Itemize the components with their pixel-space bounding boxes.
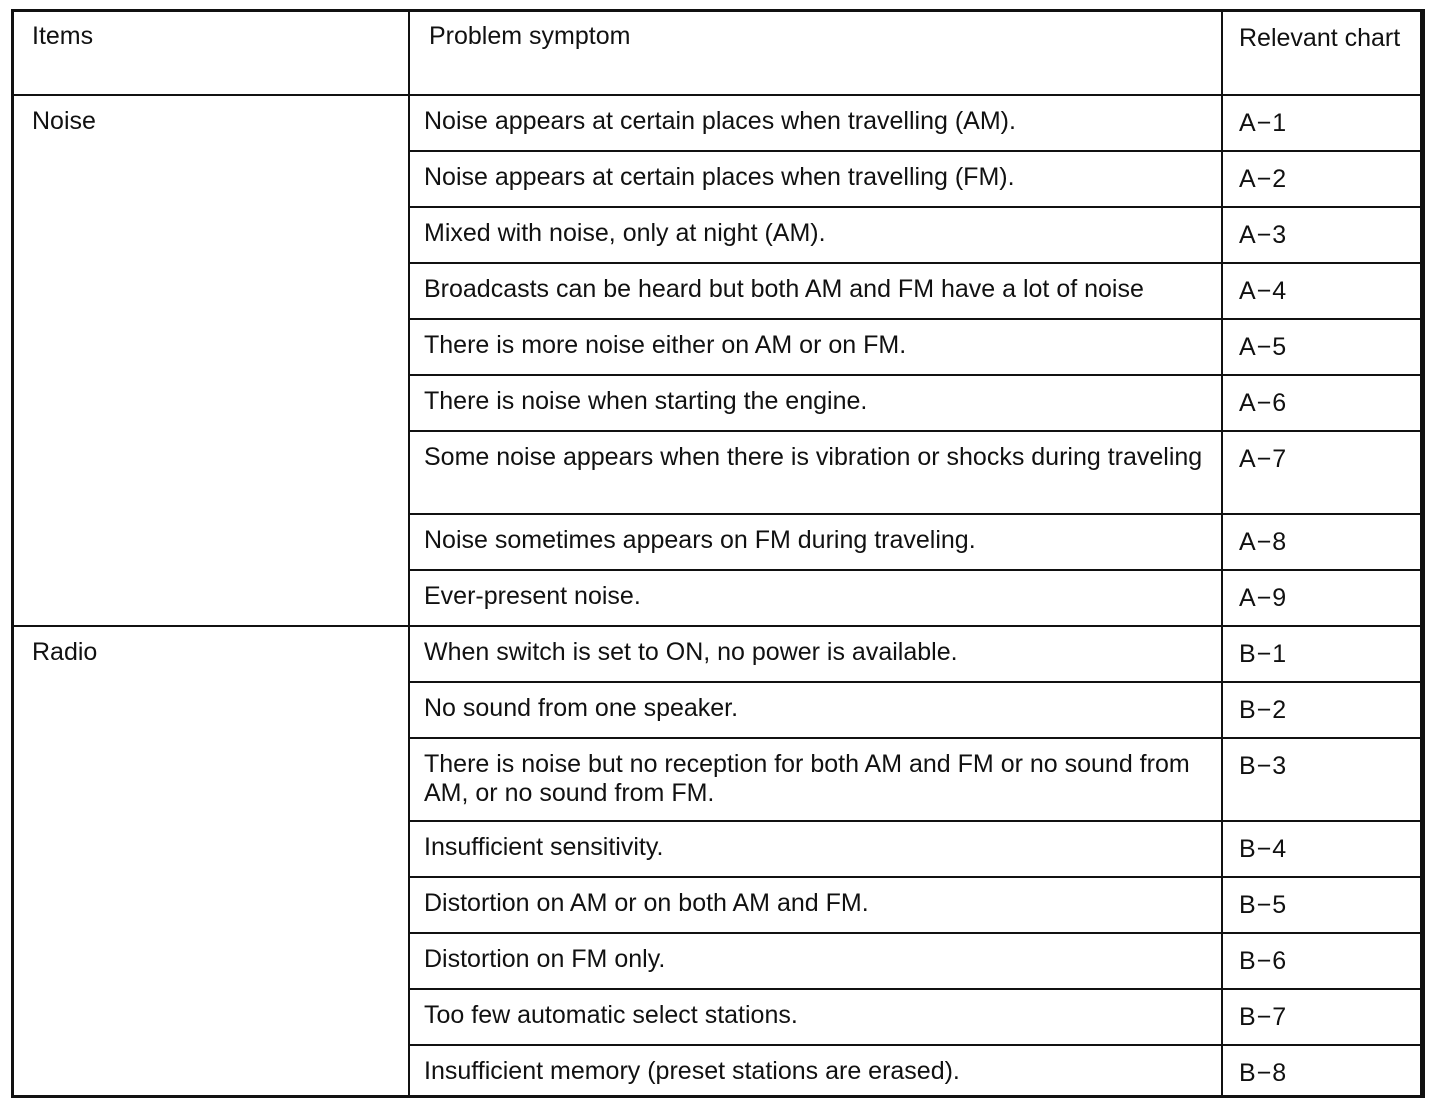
table-body: [12, 95, 1424, 1097]
chart-cell: B−5: [1222, 877, 1424, 933]
symptom-cell: When switch is set to ON, no power is available.: [409, 626, 1222, 682]
chart-cell: B−2: [1222, 682, 1424, 738]
table-row: [12, 95, 1424, 151]
symptom-cell: Mixed with noise, only at night (AM).: [409, 207, 1222, 263]
chart-cell: B−7: [1222, 989, 1424, 1045]
troubleshooting-table: [11, 9, 1425, 1098]
symptom-cell: Insufficient sensitivity.: [409, 821, 1222, 877]
symptom-cell: Too few automatic select stations.: [409, 989, 1222, 1045]
header-relevant-chart: Relevant chart: [1222, 10, 1424, 95]
chart-cell: A−3: [1222, 207, 1424, 263]
chart-cell: B−8: [1222, 1045, 1424, 1097]
chart-cell: A−6: [1222, 375, 1424, 431]
symptom-cell: Noise appears at certain places when travelling (FM).: [409, 151, 1222, 207]
symptom-cell: There is noise but no reception for both AM and FM or no sound from AM, or no sound from FM.: [409, 738, 1222, 821]
symptom-cell: No sound from one speaker.: [409, 682, 1222, 738]
symptom-cell: Noise sometimes appears on FM during traveling.: [409, 514, 1222, 570]
header-row: [12, 10, 1424, 95]
item-cell: Noise: [12, 95, 409, 626]
symptom-cell: There is noise when starting the engine.: [409, 375, 1222, 431]
header-items: Items: [12, 10, 409, 95]
header-problem-symptom: Problem symptom: [409, 10, 1222, 95]
chart-cell: B−3: [1222, 738, 1424, 821]
table-row: [12, 626, 1424, 682]
symptom-cell: Ever-present noise.: [409, 570, 1222, 626]
chart-cell: A−2: [1222, 151, 1424, 207]
chart-cell: A−8: [1222, 514, 1424, 570]
chart-cell: B−4: [1222, 821, 1424, 877]
chart-cell: A−5: [1222, 319, 1424, 375]
chart-cell: A−4: [1222, 263, 1424, 319]
symptom-cell: Insufficient memory (preset stations are erased).: [409, 1045, 1222, 1097]
chart-cell: B−6: [1222, 933, 1424, 989]
symptom-cell: Distortion on FM only.: [409, 933, 1222, 989]
symptom-cell: Some noise appears when there is vibration or shocks during traveling: [409, 431, 1222, 514]
symptom-cell: There is more noise either on AM or on FM.: [409, 319, 1222, 375]
symptom-cell: Broadcasts can be heard but both AM and FM have a lot of noise: [409, 263, 1222, 319]
chart-cell: A−9: [1222, 570, 1424, 626]
chart-cell: A−7: [1222, 431, 1424, 514]
item-cell: Radio: [12, 626, 409, 1097]
symptom-cell: Distortion on AM or on both AM and FM.: [409, 877, 1222, 933]
symptom-cell: Noise appears at certain places when travelling (AM).: [409, 95, 1222, 151]
chart-cell: B−1: [1222, 626, 1424, 682]
chart-cell: A−1: [1222, 95, 1424, 151]
